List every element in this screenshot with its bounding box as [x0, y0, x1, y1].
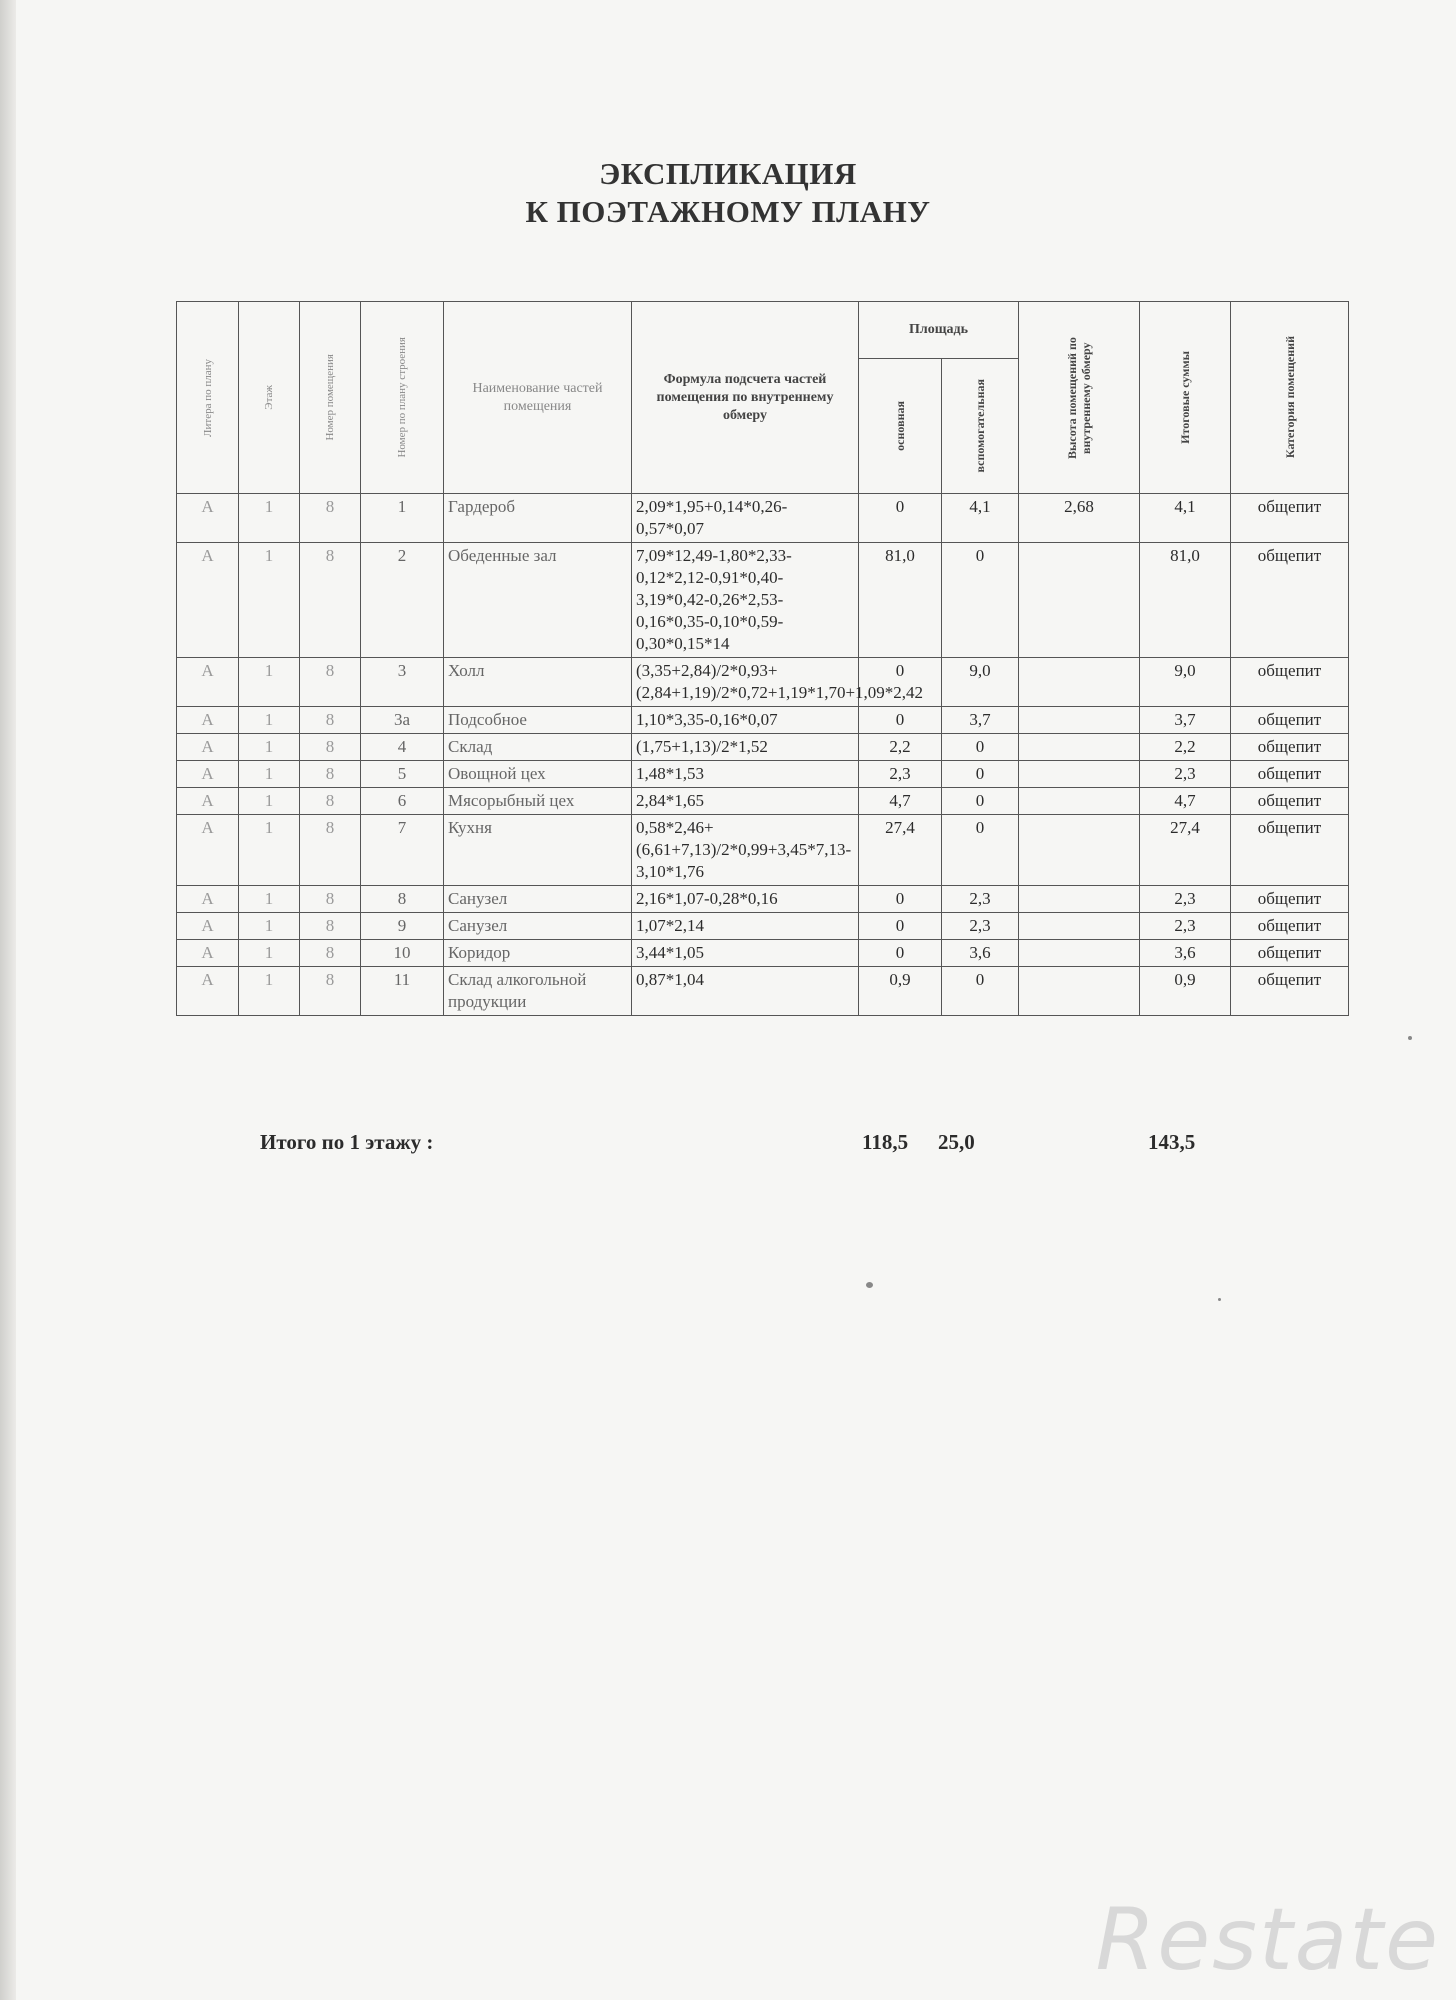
cell-floor: 1 [239, 494, 300, 543]
scan-speck [866, 1282, 873, 1288]
title-line-1: ЭКСПЛИКАЦИЯ [599, 156, 857, 191]
cell-category: общепит [1231, 913, 1349, 940]
cell-floor: 1 [239, 815, 300, 886]
floor-total-aux: 25,0 [938, 1130, 975, 1154]
cell-height: 2,68 [1019, 494, 1140, 543]
cell-aux: 0 [942, 815, 1019, 886]
cell-floor: 1 [239, 658, 300, 707]
cell-liter: А [177, 940, 239, 967]
table-row [177, 913, 1349, 940]
table-row [177, 967, 1349, 1016]
explication-table [176, 301, 1349, 1016]
cell-formula: 7,09*12,49-1,80*2,33-0,12*2,12-0,91*0,40-3,19*0,42-0,26*2,53-0,16*0,35-0,10*0,59-0,30*0,15*14 [632, 543, 859, 658]
cell-total: 2,3 [1140, 886, 1231, 913]
cell-height [1019, 815, 1140, 886]
cell-formula: 0,87*1,04 [632, 967, 859, 1016]
cell-main: 27,4 [859, 815, 942, 886]
cell-main: 0 [859, 494, 942, 543]
cell-num: 1 [361, 494, 444, 543]
cell-floor: 1 [239, 788, 300, 815]
cell-name: Коридор [444, 940, 632, 967]
cell-num: 8 [361, 886, 444, 913]
cell-room: 8 [300, 886, 361, 913]
cell-room: 8 [300, 913, 361, 940]
cell-name: Обеденные зал [444, 543, 632, 658]
cell-name: Санузел [444, 886, 632, 913]
table-row [177, 494, 1349, 543]
cell-liter: А [177, 543, 239, 658]
cell-num: 3а [361, 707, 444, 734]
cell-formula: 1,10*3,35-0,16*0,07 [632, 707, 859, 734]
cell-name: Санузел [444, 913, 632, 940]
cell-name: Подсобное [444, 707, 632, 734]
cell-aux: 0 [942, 761, 1019, 788]
cell-category: общепит [1231, 815, 1349, 886]
cell-name: Кухня [444, 815, 632, 886]
cell-liter: А [177, 913, 239, 940]
table-row [177, 886, 1349, 913]
cell-num: 2 [361, 543, 444, 658]
cell-total: 27,4 [1140, 815, 1231, 886]
cell-liter: А [177, 788, 239, 815]
restate-watermark-logo: Restate [1095, 1890, 1440, 1990]
cell-formula: 1,48*1,53 [632, 761, 859, 788]
cell-height [1019, 913, 1140, 940]
cell-height [1019, 940, 1140, 967]
cell-total: 2,3 [1140, 761, 1231, 788]
cell-room: 8 [300, 494, 361, 543]
cell-floor: 1 [239, 886, 300, 913]
cell-name: Гардероб [444, 494, 632, 543]
header-formula: Формула подсчета частей помещения по внутреннему обмеру [632, 302, 859, 494]
header-name: Наименование частей помещения [444, 302, 632, 494]
cell-category: общепит [1231, 788, 1349, 815]
floor-total-grand: 143,5 [1148, 1130, 1196, 1154]
floor-total-label: Итого по 1 этажу : [260, 1130, 434, 1154]
table-row [177, 734, 1349, 761]
cell-room: 8 [300, 967, 361, 1016]
cell-num: 9 [361, 913, 444, 940]
cell-aux: 2,3 [942, 913, 1019, 940]
cell-room: 8 [300, 815, 361, 886]
cell-liter: А [177, 967, 239, 1016]
cell-num: 11 [361, 967, 444, 1016]
cell-liter: А [177, 734, 239, 761]
cell-total: 2,3 [1140, 913, 1231, 940]
cell-room: 8 [300, 761, 361, 788]
cell-total: 81,0 [1140, 543, 1231, 658]
cell-main: 4,7 [859, 788, 942, 815]
cell-aux: 0 [942, 788, 1019, 815]
cell-room: 8 [300, 734, 361, 761]
cell-floor: 1 [239, 761, 300, 788]
cell-liter: А [177, 761, 239, 788]
cell-formula: 3,44*1,05 [632, 940, 859, 967]
cell-main: 0 [859, 707, 942, 734]
cell-num: 4 [361, 734, 444, 761]
cell-room: 8 [300, 788, 361, 815]
cell-aux: 2,3 [942, 886, 1019, 913]
cell-main: 2,2 [859, 734, 942, 761]
cell-name: Склад алкогольной продукции [444, 967, 632, 1016]
cell-category: общепит [1231, 734, 1349, 761]
cell-formula: (3,35+2,84)/2*0,93+(2,84+1,19)/2*0,72+1,19*1,70+1,09*2,42 [632, 658, 859, 707]
cell-category: общепит [1231, 707, 1349, 734]
cell-height [1019, 788, 1140, 815]
header-area-aux: вспомогательная [942, 359, 1019, 494]
cell-main: 0 [859, 658, 942, 707]
cell-main: 0 [859, 940, 942, 967]
header-area: Площадь [859, 302, 1019, 359]
cell-formula: 2,09*1,95+0,14*0,26-0,57*0,07 [632, 494, 859, 543]
cell-category: общепит [1231, 543, 1349, 658]
cell-height [1019, 734, 1140, 761]
header-totals: Итоговые суммы [1140, 302, 1231, 494]
cell-height [1019, 967, 1140, 1016]
table-row [177, 788, 1349, 815]
table-row [177, 543, 1349, 658]
cell-liter: А [177, 707, 239, 734]
header-area-main: основная [859, 359, 942, 494]
header-floor: Этаж [239, 302, 300, 494]
document-title [0, 155, 1456, 231]
cell-formula: (1,75+1,13)/2*1,52 [632, 734, 859, 761]
cell-aux: 3,7 [942, 707, 1019, 734]
cell-height [1019, 543, 1140, 658]
cell-height [1019, 707, 1140, 734]
cell-floor: 1 [239, 913, 300, 940]
cell-height [1019, 658, 1140, 707]
cell-main: 0,9 [859, 967, 942, 1016]
scan-speck [1218, 1298, 1221, 1301]
cell-num: 5 [361, 761, 444, 788]
header-room-number: Номер помещения [300, 302, 361, 494]
cell-liter: А [177, 815, 239, 886]
cell-num: 6 [361, 788, 444, 815]
cell-liter: А [177, 886, 239, 913]
table-row [177, 815, 1349, 886]
header-liter: Литера по плану [177, 302, 239, 494]
cell-name: Мясорыбный цех [444, 788, 632, 815]
cell-floor: 1 [239, 734, 300, 761]
cell-num: 10 [361, 940, 444, 967]
cell-formula: 0,58*2,46+(6,61+7,13)/2*0,99+3,45*7,13-3,10*1,76 [632, 815, 859, 886]
cell-floor: 1 [239, 543, 300, 658]
cell-name: Холл [444, 658, 632, 707]
cell-main: 2,3 [859, 761, 942, 788]
cell-category: общепит [1231, 967, 1349, 1016]
header-category: Категория помещений [1231, 302, 1349, 494]
cell-formula: 1,07*2,14 [632, 913, 859, 940]
table-row [177, 658, 1349, 707]
cell-room: 8 [300, 707, 361, 734]
cell-main: 0 [859, 886, 942, 913]
header-plan-number: Номер по плану строения [361, 302, 444, 494]
floor-total-row [0, 1130, 1456, 1164]
cell-aux: 0 [942, 734, 1019, 761]
cell-num: 3 [361, 658, 444, 707]
cell-main: 81,0 [859, 543, 942, 658]
cell-num: 7 [361, 815, 444, 886]
cell-aux: 0 [942, 543, 1019, 658]
cell-room: 8 [300, 543, 361, 658]
page-edge-shadow [0, 0, 16, 2000]
table-row [177, 761, 1349, 788]
table-row [177, 940, 1349, 967]
cell-total: 0,9 [1140, 967, 1231, 1016]
title-line-2: К ПОЭТАЖНОМУ ПЛАНУ [525, 194, 931, 229]
cell-total: 9,0 [1140, 658, 1231, 707]
floor-total-main: 118,5 [862, 1130, 909, 1154]
cell-total: 3,6 [1140, 940, 1231, 967]
cell-name: Овощной цех [444, 761, 632, 788]
cell-total: 4,1 [1140, 494, 1231, 543]
cell-room: 8 [300, 658, 361, 707]
header-height: Высота помещений по внутреннему обмеру [1019, 302, 1140, 494]
cell-liter: А [177, 658, 239, 707]
cell-total: 3,7 [1140, 707, 1231, 734]
cell-total: 4,7 [1140, 788, 1231, 815]
cell-total: 2,2 [1140, 734, 1231, 761]
scan-speck [1408, 1036, 1412, 1040]
cell-category: общепит [1231, 886, 1349, 913]
cell-category: общепит [1231, 494, 1349, 543]
table-body [177, 494, 1349, 1016]
cell-aux: 4,1 [942, 494, 1019, 543]
cell-aux: 0 [942, 967, 1019, 1016]
cell-aux: 3,6 [942, 940, 1019, 967]
cell-category: общепит [1231, 940, 1349, 967]
cell-name: Склад [444, 734, 632, 761]
cell-floor: 1 [239, 707, 300, 734]
cell-category: общепит [1231, 658, 1349, 707]
cell-formula: 2,16*1,07-0,28*0,16 [632, 886, 859, 913]
cell-formula: 2,84*1,65 [632, 788, 859, 815]
cell-aux: 9,0 [942, 658, 1019, 707]
cell-room: 8 [300, 940, 361, 967]
cell-category: общепит [1231, 761, 1349, 788]
cell-liter: А [177, 494, 239, 543]
cell-floor: 1 [239, 940, 300, 967]
cell-height [1019, 886, 1140, 913]
cell-height [1019, 761, 1140, 788]
cell-floor: 1 [239, 967, 300, 1016]
table-row [177, 707, 1349, 734]
cell-main: 0 [859, 913, 942, 940]
